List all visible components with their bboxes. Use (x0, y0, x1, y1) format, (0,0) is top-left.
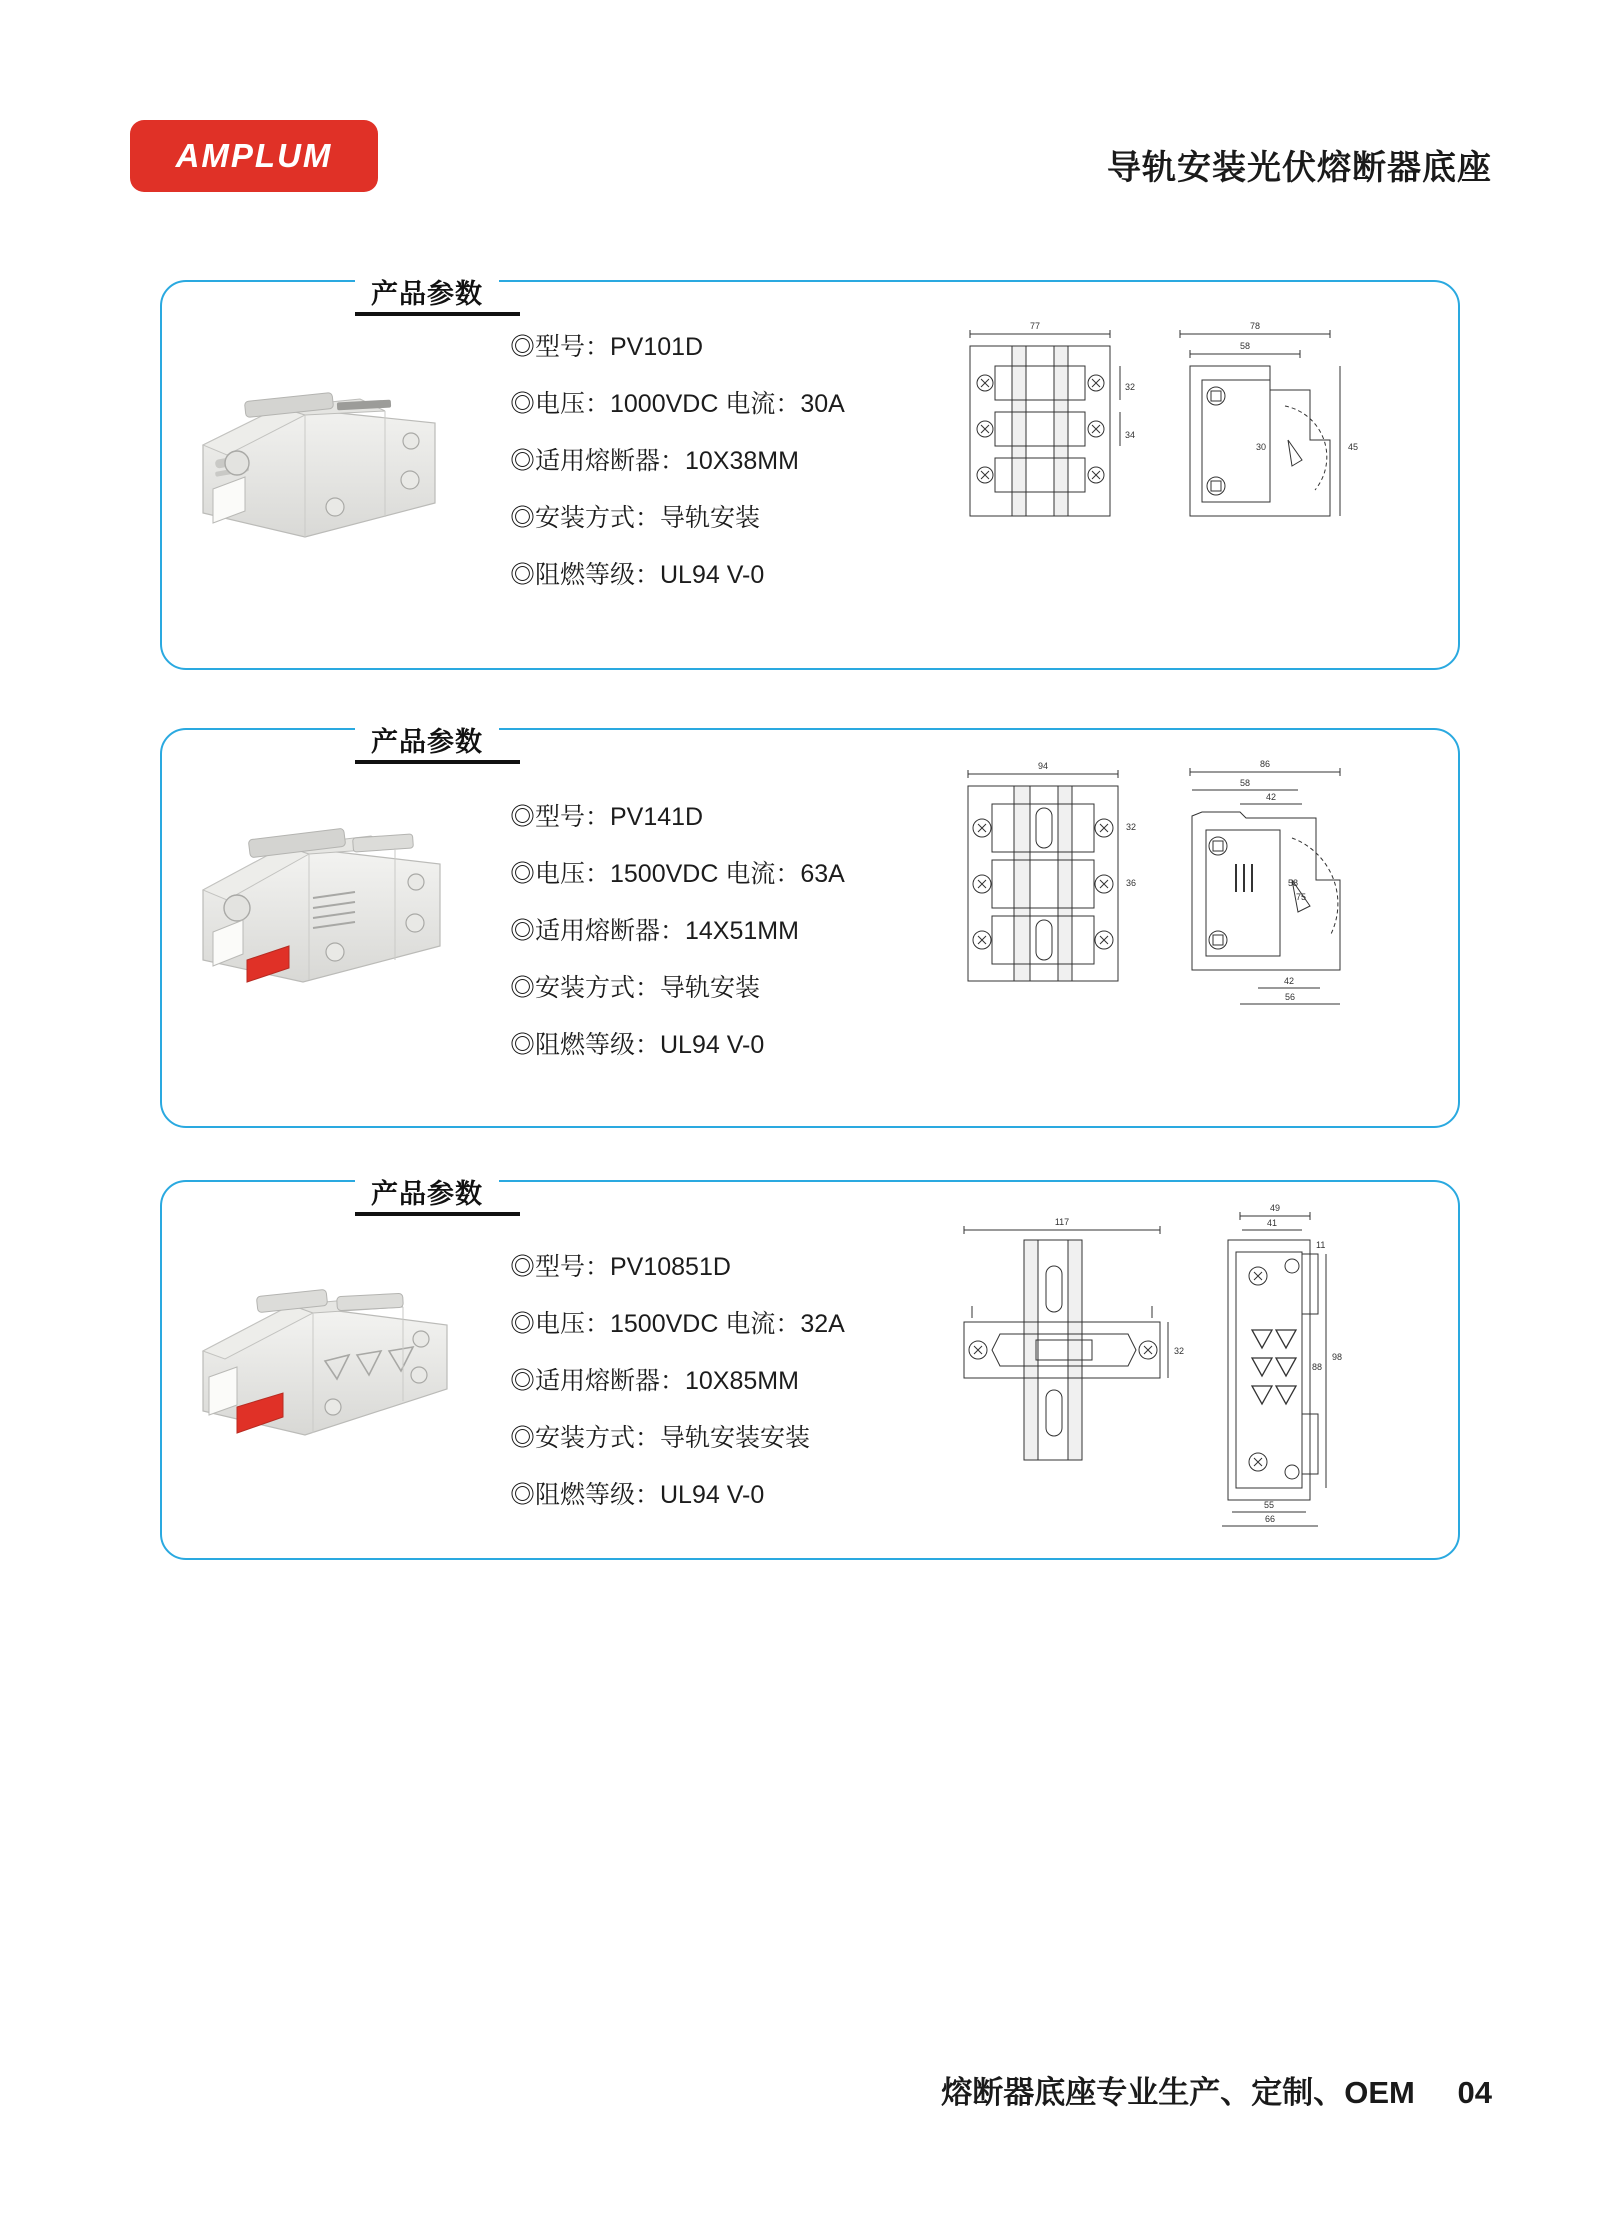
page-title: 导轨安装光伏熔断器底座 (1107, 149, 1492, 187)
dim-front-width: 117 (1054, 1217, 1070, 1227)
dim-side-bottom-2: 56 (1284, 992, 1296, 1002)
technical-drawing-pv141d (940, 760, 1370, 1015)
spec-voltage-current: ◎电压：1500VDC 电流：32A (510, 1310, 845, 1338)
dim-side-height-2: 45 (1348, 442, 1359, 452)
dim-front-width: 77 (1029, 321, 1041, 331)
spec-mounting: ◎安装方式：导轨安装 (510, 504, 761, 532)
dim-front-height-1: 32 (1126, 822, 1137, 832)
spec-model: ◎型号：PV141D (510, 803, 704, 831)
product-params-underline (355, 1212, 520, 1216)
spec-voltage-current: ◎电压：1500VDC 电流：63A (510, 860, 845, 888)
spec-fuse-size: ◎适用熔断器：10X85MM (510, 1367, 799, 1395)
dim-front-height-1: 32 (1125, 382, 1136, 392)
spec-flame-rating: ◎阻燃等级：UL94 V-0 (510, 1031, 765, 1059)
technical-drawing-pv101d (940, 320, 1370, 555)
product-params-tag: 产品参数 (355, 272, 499, 311)
spec-mounting: ◎安装方式：导轨安装安装 (510, 1424, 811, 1452)
spec-model: ◎型号：PV101D (510, 333, 704, 361)
dim-front-height: 32 (1174, 1346, 1185, 1356)
page-number: 04 (1457, 2075, 1492, 2110)
dim-front-height-2: 36 (1126, 878, 1137, 888)
dim-front-height-2: 34 (1125, 430, 1136, 440)
footer (941, 2067, 1492, 2112)
dim-side-height-1: 58 (1288, 878, 1299, 888)
spec-list-pv141d (510, 800, 970, 1085)
product-params-underline (355, 312, 520, 316)
dim-side-width: 49 (1269, 1203, 1281, 1213)
product-photo-pv10851d (185, 1285, 475, 1465)
product-params-underline (355, 760, 520, 764)
dim-side-width: 78 (1249, 321, 1261, 331)
spec-model: ◎型号：PV10851D (510, 1253, 731, 1281)
footer-text: 熔断器底座专业生产、定制、OEM (941, 2075, 1415, 2110)
dim-side-inner: 58 (1239, 778, 1251, 788)
spec-flame-rating: ◎阻燃等级：UL94 V-0 (510, 561, 765, 589)
dim-side-height-1: 30 (1256, 442, 1267, 452)
dim-side-bottom-2: 66 (1264, 1514, 1276, 1524)
spec-voltage-current: ◎电压：1000VDC 电流：30A (510, 390, 845, 418)
technical-drawing-pv10851d (940, 1200, 1370, 1535)
brand-logo (130, 120, 378, 192)
product-photo-pv101d (185, 385, 475, 565)
spec-fuse-size: ◎适用熔断器：10X38MM (510, 447, 799, 475)
spec-mounting: ◎安装方式：导轨安装 (510, 974, 761, 1002)
product-params-tag: 产品参数 (355, 720, 499, 759)
dim-side-small: 11 (1316, 1240, 1326, 1250)
spec-list-pv101d (510, 330, 970, 615)
dim-side-width: 86 (1259, 760, 1271, 769)
spec-list-pv10851d (510, 1250, 970, 1535)
spec-flame-rating: ◎阻燃等级：UL94 V-0 (510, 1481, 765, 1509)
dim-side-inner: 58 (1239, 341, 1251, 351)
dim-side-bottom-1: 55 (1263, 1500, 1275, 1510)
brand-logo-text: AMPLUM (175, 137, 333, 174)
dim-side-height-1: 98 (1332, 1352, 1343, 1362)
dim-front-width: 94 (1037, 761, 1049, 771)
dim-side-height-2: 88 (1312, 1362, 1323, 1372)
dim-side-inner: 41 (1266, 1218, 1278, 1228)
product-params-tag: 产品参数 (355, 1172, 499, 1211)
dim-side-bottom-1: 42 (1283, 976, 1295, 986)
dim-side-height-2: 75 (1296, 892, 1307, 902)
product-photo-pv141d (185, 820, 475, 1010)
dim-side-top: 42 (1265, 792, 1277, 802)
spec-fuse-size: ◎适用熔断器：14X51MM (510, 917, 799, 945)
